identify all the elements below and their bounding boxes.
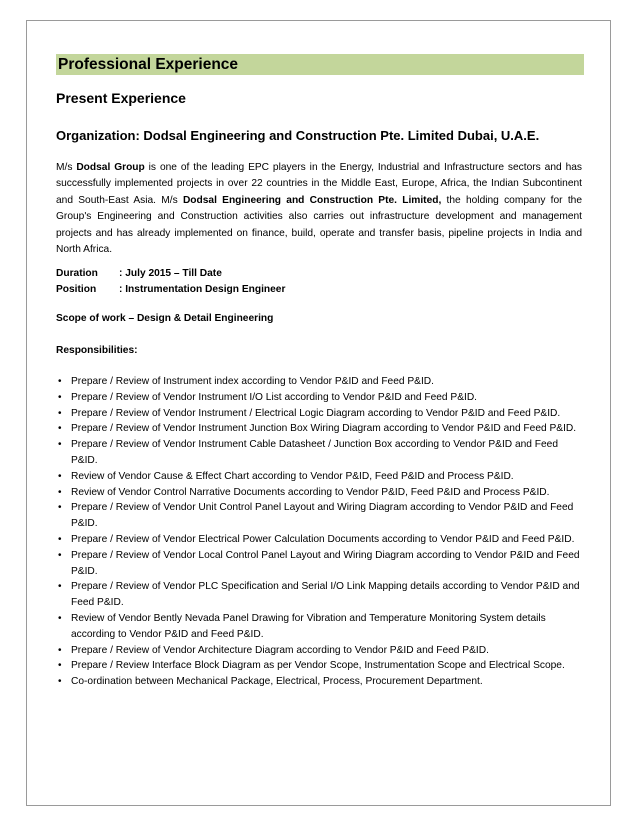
list-item-text: Prepare / Review of Vendor Instrument Cable Datasheet / Junction Box according to Vendor P&ID and Feed P&ID. [71,439,559,466]
position-value: : Instrumentation Design Engineer [119,284,286,295]
desc-text-1: M/s [56,162,77,173]
bullet-icon: • [58,612,62,624]
bullet-icon: • [58,676,62,688]
list-item [56,437,586,469]
position-label: Position [56,284,97,295]
list-item-text: Prepare / Review of Vendor Unit Control Panel Layout and Wiring Diagram according to Vendor P&ID and Feed P&ID. [71,502,574,530]
list-item [56,485,586,501]
desc-text-3: the holding company for the Group's Engineering and Construction activities also carries out infrastructure development and management projects and has already implemented on finance, build, operate and transfer basis, pipeline projects in India and North Africa. [56,194,582,256]
sub-heading: Present Experience [56,90,186,106]
list-item [56,674,586,690]
desc-text-2: is one of the leading EPC players in the Energy, Industrial and Infrastructure sectors and has successfully implemented projects in over 22 countries in the Middle East, Europe, Africa, the Indian Subcontinent and South-East Asia. M/s [56,162,582,206]
list-item-text: Prepare / Review of Vendor PLC Specification and Serial I/O Link Mapping details according to Vendor P&ID and Feed P&ID. [71,581,580,609]
list-item [56,611,586,643]
list-item [56,643,586,659]
list-item [56,374,586,390]
duration-value: : July 2015 – Till Date [119,268,222,279]
list-item [56,390,586,406]
section-header-bar [56,54,584,75]
bullet-icon: • [58,486,62,498]
bullet-icon: • [58,549,62,561]
bullet-icon: • [58,439,62,451]
organization-line: Organization: Dodsal Engineering and Construction Pte. Limited Dubai, U.A.E. [56,128,540,143]
position-row [56,282,285,298]
list-item-text: Review of Vendor Control Narrative Documents according to Vendor P&ID, Feed P&ID and Process P&ID. [71,486,550,498]
company-description [56,160,582,258]
bullet-icon: • [58,376,62,387]
section-title: Professional Experience [58,56,239,73]
bullet-icon: • [58,407,62,419]
responsibilities-heading: Responsibilities: [56,345,138,356]
list-item [56,421,586,437]
bullet-icon: • [58,391,62,403]
list-item-text: Prepare / Review of Vendor Instrument / Electrical Logic Diagram according to Vendor P&ID and Feed P&ID. [71,407,561,419]
bullet-icon: • [58,533,62,545]
responsibilities-list [56,374,586,690]
list-item [56,579,586,611]
bullet-icon: • [58,470,62,482]
list-item-text: Co-ordination between Mechanical Package, Electrical, Process, Procurement Department. [71,676,483,688]
list-item-text: Review of Vendor Bently Nevada Panel Drawing for Vibration and Temperature Monitoring System details according to Vendor P&ID and Feed P&ID. [71,612,546,640]
bullet-icon: • [58,644,62,656]
duration-label: Duration [56,268,98,279]
list-item [56,500,586,532]
bullet-icon: • [58,423,62,435]
list-item [56,469,586,485]
list-item-text: Review of Vendor Cause & Effect Chart according to Vendor P&ID, Feed P&ID and Process P&ID. [71,470,514,482]
list-item-text: Prepare / Review of Instrument index according to Vendor P&ID and Feed P&ID. [71,376,434,387]
list-item [56,532,586,548]
list-item-text: Prepare / Review of Vendor Instrument I/O List according to Vendor P&ID and Feed P&ID. [71,391,478,403]
duration-row [56,266,222,282]
bullet-icon: • [58,502,62,514]
list-item [56,406,586,422]
bullet-icon: • [58,660,62,672]
list-item [56,548,586,580]
list-item-text: Prepare / Review of Vendor Architecture Diagram according to Vendor P&ID and Feed P&ID. [71,644,489,656]
scope-of-work: Scope of work – Design & Detail Engineering [56,313,274,324]
list-item-text: Prepare / Review of Vendor Local Control Panel Layout and Wiring Diagram according to Vendor P&ID and Feed P&ID. [71,549,580,577]
list-item-text: Prepare / Review of Vendor Instrument Junction Box Wiring Diagram according to Vendor P&ID and Feed P&ID. [71,423,577,435]
desc-bold-2: Dodsal Engineering and Construction Pte. Limited, [182,194,442,206]
list-item-text: Prepare / Review Interface Block Diagram as per Vendor Scope, Instrumentation Scope and Electrical Scope. [71,660,565,672]
list-item [56,658,586,674]
bullet-icon: • [58,581,62,593]
list-item-text: Prepare / Review of Vendor Electrical Power Calculation Documents according to Vendor P&ID and Feed P&ID. [71,533,575,545]
desc-bold-1: Dodsal Group [76,162,145,173]
